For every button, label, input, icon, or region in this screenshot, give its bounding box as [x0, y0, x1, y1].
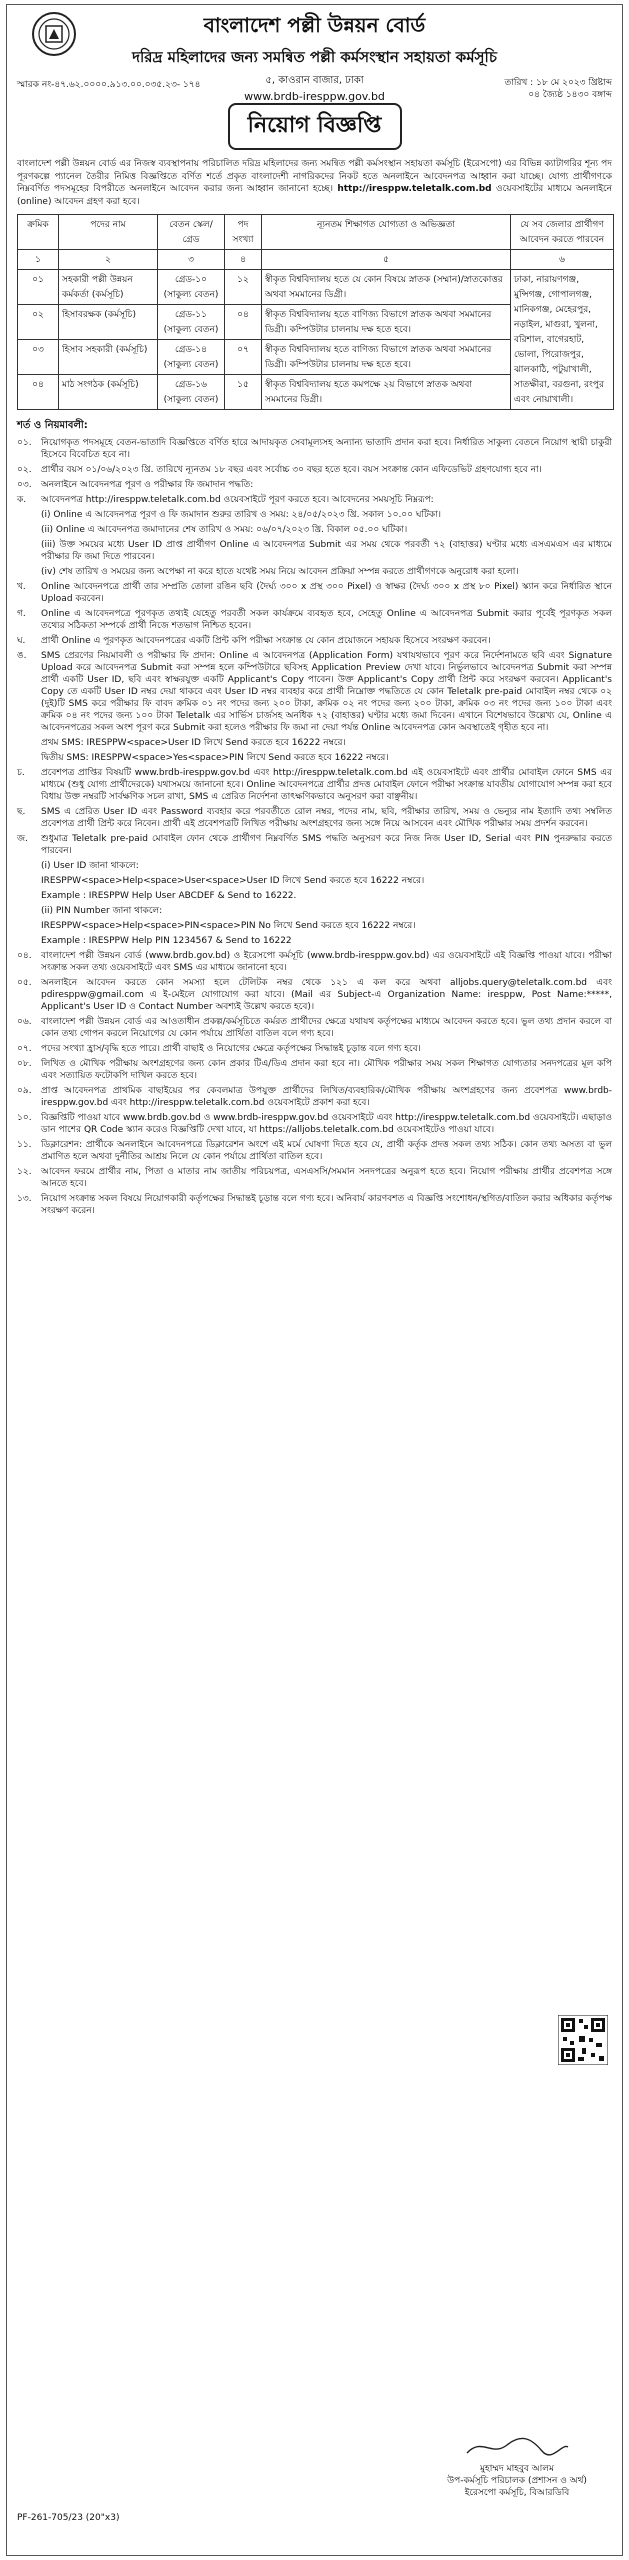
col-header-grade: বেতন স্কেল/গ্রেড — [158, 215, 225, 250]
row-count: ০৪ — [225, 305, 262, 340]
col-header-sl: ক্রমিক — [18, 215, 59, 250]
row-post: মাঠ সংগঠক (কর্মসূচি) — [59, 375, 158, 410]
condition-number: ঘ. — [17, 636, 26, 646]
row-count: ১২ — [225, 270, 262, 305]
row-qualification: স্বীকৃত বিশ্ববিদ্যালয় হতে কমপক্ষে ২য় বিভাগে স্নাতক অথবা সমমানের ডিগ্রী। — [262, 375, 511, 410]
condition-text: (i) User ID জানা থাকলে: — [41, 861, 139, 871]
col-number: ২ — [59, 250, 158, 270]
condition-item — [17, 935, 612, 947]
condition-item — [17, 524, 612, 536]
row-sl: ০৪ — [18, 375, 59, 410]
condition-item — [17, 479, 612, 491]
posts-table — [17, 214, 614, 410]
condition-number: ০৪. — [17, 951, 32, 961]
print-code: PF-261-705/23 (20"x3) — [17, 2513, 120, 2523]
condition-text: বিজ্ঞপ্তিটি পাওয়া যাবে www.brdb.gov.bd ও www.brdb-iresppw.gov.bd ওয়েবসাইটে এবং http://iresppw.teletalk.com.bd ওয়েবসাইটে। এছাড়াও ডান পাশের QR Code স্ক্যান করেও বিজ্ঞপ্তিটি দেখা যাবে, যা https://alljobs.teletalk.com.bd ওয়েবসাইটেও পাওয়া যাবে। — [41, 1113, 612, 1135]
condition-text: বাংলাদেশ পল্লী উন্নয়ন বোর্ড এর আওতাধীন প্রকল্প/কর্মসূচিতে কর্মরত প্রার্থীদের ক্ষেত্রে যথাযথ কর্তৃপক্ষের মাধ্যমে আবেদন করতে হবে। ভুল তথ্য প্রদান করলে বা কোন তথ্য গোপন করলে নিয়োগের যে কোন পর্যায়ে প্রার্থিতা বাতিল বলে গণ্য হবে। — [41, 1017, 612, 1039]
condition-number — [17, 920, 41, 932]
reference-line — [17, 75, 612, 101]
memo-number: স্মারক নং-৪৭.৬২.০০০০.৯১৩.০০.০৩৫.২৩- ১৭৪ — [17, 80, 201, 90]
row-post: সহকারী পল্লী উন্নয়ন কর্মকর্তা (কর্মসূচি) — [59, 270, 158, 305]
condition-number — [17, 860, 41, 872]
condition-item — [17, 950, 612, 974]
condition-number: ১৩. — [17, 1194, 32, 1204]
condition-number: ০৭. — [17, 1044, 32, 1054]
condition-number — [17, 566, 41, 578]
condition-text: Online আবেদনপত্রে প্রার্থী তার সম্প্রতি তোলা রঙিন ছবি (দৈর্ঘ্য ৩০০ x প্রস্থ ৩০০ Pixel) ও স্বাক্ষর (দৈর্ঘ্য ৩০০ x প্রস্থ ৮০ Pixel) স্ক্যান করে নির্ধারিত স্থানে Upload করবেন। — [41, 582, 612, 604]
row-grade: গ্রেড-১৪ (সাকুল্য বেতন) — [158, 340, 225, 375]
condition-item — [17, 737, 612, 749]
apply-link[interactable]: http://iresppw.teletalk.com.bd — [337, 184, 492, 194]
condition-item — [17, 437, 612, 461]
intro-paragraph — [17, 158, 612, 208]
condition-text: দ্বিতীয় SMS: IRESPPW<space>Yes<space>PIN লিখে Send করতে হবে 16222 নম্বরে। — [41, 753, 389, 763]
condition-text: Example : IRESPPW Help User ABCDEF & Send to 16222. — [41, 891, 297, 901]
condition-text: (ii) Online এ আবেদনপত্র জমাদানের শেষ তারিখ ও সময়: ০৬/০৭/২০২৩ খ্রি. বিকাল ০৫.০০ ঘটিকা। — [41, 525, 408, 535]
condition-number: জ. — [17, 834, 28, 844]
condition-number: ০১. — [17, 438, 32, 448]
condition-text: Example : IRESPPW Help PIN 1234567 & Send to 16222 — [41, 936, 292, 946]
col-number: ৫ — [262, 250, 511, 270]
row-count: ১৫ — [225, 375, 262, 410]
condition-text: SMS এ প্রেরিত User ID এবং Password ব্যবহার করে পরবর্তীতে রোল নম্বর, পদের নাম, ছবি, পরীক্ষার তারিখ, সময় ও ভেন্যুর নাম ইত্যাদি তথ্য সম্বলিত প্রবেশপত্র প্রার্থী প্রিন্ট করে নিবেন। প্রার্থী এই প্রবেশপত্রটি লিখিত পরীক্ষায় অংশগ্রহণের জন্য সঙ্গে নিয়ে আসবেন এবং মৌখিক পরীক্ষার সময় প্রদর্শন করবেন। — [41, 807, 612, 829]
col-number: ১ — [18, 250, 59, 270]
col-header-count: পদ সংখ্যা — [225, 215, 262, 250]
col-header-qualification: ন্যূনতম শিক্ষাগত যোগ্যতা ও অভিজ্ঞতা — [262, 215, 511, 250]
condition-number — [17, 539, 41, 563]
signatory-office: ইরেসপো কর্মসূচি, বিআরডিবি — [464, 2488, 570, 2498]
date-label: তারিখ : — [504, 78, 534, 88]
notice-title: নিয়োগ বিজ্ঞপ্তি — [228, 103, 402, 150]
condition-item — [17, 806, 612, 830]
condition-number — [17, 752, 41, 764]
row-sl: ০১ — [18, 270, 59, 305]
condition-item — [17, 650, 612, 734]
condition-number: ১২. — [17, 1167, 32, 1177]
condition-text: নিয়োগ সংক্রান্ত সকল বিষয়ে নিয়োগকারী কর্তৃপক্ষের সিদ্ধান্তই চূড়ান্ত বলে গণ্য হবে। অনিবার্য কারণবশত এ বিজ্ঞপ্তি সংশোধন/স্থগিত/বাতিল করার অধিকার কর্তৃপক্ষ সংরক্ষণ করেন। — [41, 1194, 612, 1216]
signatory-designation: উপ-কর্মসূচি পরিচালক (প্রশাসন ও অর্থ) — [447, 2476, 587, 2486]
condition-number: ০৩. — [17, 480, 32, 490]
condition-number — [17, 935, 41, 947]
condition-item — [17, 905, 612, 917]
condition-number — [17, 905, 41, 917]
condition-number: ১১. — [17, 1140, 32, 1150]
condition-number — [17, 737, 41, 749]
condition-text: IRESPPW<space>Help<space>User<space>User ID লিখে Send করতে হবে 16222 নম্বরে। — [41, 876, 425, 886]
condition-text: অনলাইনে আবেদন করতে কোন সমস্যা হলে টেলিটক নম্বর থেকে ১২১ এ কল করে অথবা alljobs.query@teletalk.com.bd এবং pdiresppw@gmail.com এ ই-মেইলে যোগাযোগ করা যাবে। (Mail এর Subject-এ Organization Name: iresppw, Post Name:*****, Applicant's User ID ও Contact Number অবশ্যই উল্লেখ করতে হবে)। — [41, 978, 612, 1012]
condition-text: (iv) শেষ তারিখ ও সময়ের জন্য অপেক্ষা না করে হাতে যথেষ্ট সময় নিয়ে আবেদন প্রক্রিয়া সম্পন্ন করতে প্রার্থীগণকে অনুরোধ করা হলো। — [41, 567, 519, 577]
condition-item — [17, 1166, 612, 1190]
condition-number: ঙ. — [17, 651, 27, 661]
condition-item — [17, 1016, 612, 1040]
condition-item — [17, 1112, 612, 1136]
condition-number — [17, 509, 41, 521]
condition-text: আবেদনপত্র http://iresppw.teletalk.com.bd ওয়েবসাইটে পূরণ করতে হবে। আবেদনের সময়সূচি নিম্নরূপ: — [41, 495, 434, 505]
condition-text: প্রবেশপত্র প্রাপ্তির বিষয়টি www.brdb-iresppw.gov.bd এবং http://iresppw.teletalk.com.bd এই ওয়েবসাইটে এবং প্রার্থীর মোবাইল ফোনে SMS এর মাধ্যমে (শুধু যোগ্য প্রার্থীদেরকে) যথাসময়ে জানানো হবে। Online আবেদনপত্রে প্রার্থীর প্রদত্ত মোবাইল ফোনে পরীক্ষা সংক্রান্ত যাবতীয় যোগাযোগ সম্পন্ন করা হবে বিধায় উক্ত নম্বরটি সার্বক্ষণিক সচল রাখা, SMS এ প্রেরিত নির্দেশনা তাৎক্ষণিকভাবে অনুসরণ করা বাঞ্ছনীয়। — [41, 768, 612, 802]
condition-item — [17, 977, 612, 1013]
condition-item — [17, 566, 612, 578]
condition-text: ডিক্লারেশন: প্রার্থীকে অনলাইনে আবেদনপত্রে ডিক্লারেশন অংশে এই মর্মে ঘোষণা দিতে হবে যে, প্রার্থী কর্তৃক প্রদত্ত সকল তথ্য সঠিক। কোন তথ্য অসত্য বা ভুল প্রমাণিত হলে অথবা দুর্নীতির আশ্রয় নিলে যে কোন পর্যায়ে প্রার্থিতা বাতিল হবে। — [41, 1140, 612, 1162]
condition-item — [17, 1193, 612, 1217]
condition-text: (iii) উক্ত সময়ের মধ্যে User ID প্রাপ্ত প্রার্থীগণ Online এ আবেদনপত্র Submit এর সময় থেকে পরবর্তী ৭২ (বাহাত্তর) ঘণ্টার মধ্যে এসএমএস এর মাধ্যমে পরীক্ষার ফি জমা দিতে পারবেন। — [41, 540, 612, 562]
condition-text: (i) Online এ আবেদনপত্র পূরণ ও ফি জমাদান শুরুর তারিখ ও সময়: ২৪/০৫/২০২৩ খ্রি. সকাল ১০.০০ ঘটিকা। — [41, 510, 442, 520]
org-address: ৫, কাওরান বাজার, ঢাকা — [265, 75, 364, 86]
condition-number: ০৫. — [17, 978, 32, 988]
condition-text: SMS প্রেরণের নিয়মাবলী ও পরীক্ষার ফি প্রদান: Online এ আবেদনপত্র (Application Form) যথাযথভাবে পূরণ করে নির্দেশনামতে ছবি এবং Signature Upload করে আবেদনপত্র Submit করা সম্পন্ন হলে কম্পিউটারে ছবিসহ Application Preview দেখা যাবে। নির্ভুলভাবে আবেদনপত্র Submit করা সম্পন্ন প্রার্থী একটি User ID, ছবি এবং স্বাক্ষরযুক্ত একটি Applicant's Copy পাবেন। উক্ত Applicant's Copy প্রার্থী প্রিন্ট করে সংরক্ষণ করবেন। Applicant's Copy তে একটি User ID নম্বর দেয়া থাকবে এবং User ID নম্বর ব্যবহার করে প্রার্থী নিম্নোক্ত পদ্ধতিতে যে কোন Teletalk pre-paid মোবাইল নম্বর থেকে ০২ (দুই)টি SMS করে পরীক্ষার ফি বাবদ ক্রমিক ০১ নং পদের জন্য ২০০ টাকা, ক্রমিক ০২ নং পদের জন্য ২০০ টাকা, ক্রমিক ০৩ নং পদের জন্য ১০০ টাকা এবং ক্রমিক ০৪ নং পদের জন্য ১০০ টাকা Teletalk এর সার্ভিস চার্জসহ অনধিক ৭২ (বাহাত্তর) ঘণ্টার মধ্যে জমা দিবেন। এখানে বিশেষভাবে উল্লেখ্য যে, Online এ আবেদনপত্রের সকল অংশ পূরণ করে Submit করা হলেও পরীক্ষার ফি জমা না দেয়া পর্যন্ত Online আবেদনপত্র কোন অবস্থাতেই গৃহীত হবে না। — [41, 651, 612, 733]
brdb-logo — [31, 11, 77, 57]
condition-text: লিখিত ও মৌখিক পরীক্ষায় অংশগ্রহণের জন্য কোন প্রকার টিএ/ডিএ প্রদান করা হবে না। মৌখিক পরীক্ষার সময় সকল শিক্ষাগত যোগ্যতার সনদপত্রের মূল কপি এবং সত্যায়িত ফটোকপি দাখিল করতে হবে। — [41, 1059, 612, 1081]
row-qualification: স্বীকৃত বিশ্ববিদ্যালয় হতে বাণিজ্য বিভাগে স্নাতক অথবা সমমানের ডিগ্রী। কম্পিউটার চালনায় দক্ষ হতে হবে। — [262, 340, 511, 375]
qr-code-icon[interactable] — [558, 2015, 608, 2065]
condition-number: ১০. — [17, 1113, 32, 1123]
condition-number — [17, 524, 41, 536]
condition-item — [17, 494, 612, 506]
condition-number: ক. — [17, 495, 27, 505]
condition-item — [17, 581, 612, 605]
col-header-districts: যে সব জেলার প্রার্থীগণ আবেদন করতে পারবেন — [511, 215, 614, 250]
eligible-districts: ঢাকা, নারায়ণগঞ্জ, মুন্সিগঞ্জ, গোপালগঞ্জ, মানিকগঞ্জ, মেহেরপুর, নড়াইল, মাগুরা, খুলনা, বরিশাল, বাগেরহাট, ভোলা, পিরোজপুর, ঝালকাঠি, পটুয়াখালী, সাতক্ষীরা, বরগুনা, রংপুর এবং নোয়াখালী। — [511, 270, 614, 410]
table-header-row — [18, 215, 614, 250]
condition-text: Online এ আবেদনপত্রে পূরণকৃত তথ্যই যেহেতু পরবর্তী সকল কার্যক্রমে ব্যবহৃত হবে, সেহেতু Online এ আবেদনপত্র Submit করার পূর্বেই পূরণকৃত সকল তথ্যের সঠিকতা সম্পর্কে প্রার্থী নিজে শতভাগ নিশ্চিত হবেন। — [41, 609, 612, 631]
row-count: ০৭ — [225, 340, 262, 375]
condition-text: প্রাপ্ত আবেদনপত্র প্রাথমিক বাছাইয়ের পর কেবলমাত্র উপযুক্ত প্রার্থীদের লিখিত/ব্যবহারিক/মৌখিক পরীক্ষায় অংশগ্রহণের জন্য প্রবেশপত্র www.brdb-iresppw.gov.bd এবং http://iresppw.teletalk.com.bd ওয়েবসাইটে প্রকাশ করা হবে। — [41, 1086, 612, 1108]
conditions-title: শর্ত ও নিয়মাবলী: — [17, 420, 88, 431]
condition-number: গ. — [17, 609, 26, 619]
signature-scribble — [462, 2435, 572, 2459]
notice-page — [6, 4, 623, 2556]
condition-number: ০৯. — [17, 1086, 32, 1096]
intro-text: বাংলাদেশ পল্লী উন্নয়ন বোর্ড এর নিজস্ব ব্যবস্থাপনায় পরিচালিত দরিদ্র মহিলাদের জন্য সমন্বিত পল্লী কর্মসংস্থান সহায়তা কর্মসূচি (ইরেসপো) এর বিভিন্ন ক্যাটাগরির শূন্য পদ পূরণকল্পে প্যানেল তৈরীর নিমিত্ত বিজ্ঞপ্তিতে বর্ণিত শর্তে প্রকৃত বাংলাদেশী নাগরিকদের নিকট হতে অনলাইনে আবেদনপত্র আহ্বান করা যাচ্ছে। যোগ্য প্রার্থীগণকে নিম্নবর্ণিত পদসমূহের বিপরীতে অনলাইনে আবেদন করার জন্য আহ্বান জানানো হচ্ছে। — [17, 159, 612, 194]
condition-number: চ. — [17, 768, 25, 778]
row-post: হিসাব সহকারী (কর্মসূচি) — [59, 340, 158, 375]
condition-text: নিয়োগকৃত পদসমূহে বেতন-ভাতাদি বিজ্ঞপ্তিতে বর্ণিত হারে আদায়কৃত সেবামূল্যসহ অন্যান্য ভাতাদি প্রদান করা হবে। নির্ধারিত সাকুল্য বেতনে নিয়োগ স্থায়ী চাকুরী হিসেবে বিবেচিত হবে না। — [41, 438, 612, 460]
condition-item — [17, 752, 612, 764]
condition-item — [17, 635, 612, 647]
condition-item — [17, 608, 612, 632]
row-qualification: স্বীকৃত বিশ্ববিদ্যালয় হতে বাণিজ্য বিভাগে স্নাতক অথবা সমমানের ডিগ্রী। কম্পিউটার চালনায় দক্ষ হতে হবে। — [262, 305, 511, 340]
column-number-row — [18, 250, 614, 270]
condition-item — [17, 860, 612, 872]
condition-item — [17, 890, 612, 902]
col-header-post: পদের নাম — [59, 215, 158, 250]
condition-item — [17, 1043, 612, 1055]
condition-item — [17, 875, 612, 887]
date-gregorian: ১৮ মে ২০২৩ খ্রিষ্টাব্দ — [536, 78, 612, 88]
condition-text: অনলাইনে আবেদনপত্র পূরণ ও পরীক্ষার ফি জমাদান পদ্ধতি: — [41, 480, 254, 490]
condition-text: বাংলাদেশ পল্লী উন্নয়ন বোর্ড (www.brdb.gov.bd) ও ইরেসপো কর্মসূচি (www.brdb-iresppw.gov.bd) এর ওয়েবসাইটে এই বিজ্ঞপ্তি পাওয়া যাবে। পরীক্ষা সংক্রান্ত সকল তথ্য ওয়েবসাইটে এবং SMS এর মাধ্যমে জানানো হবে। — [41, 951, 612, 973]
condition-item — [17, 833, 612, 857]
condition-number — [17, 890, 41, 902]
row-post: হিসাবরক্ষক (কর্মসূচি) — [59, 305, 158, 340]
condition-text: আবেদন ফরমে প্রার্থীর নাম, পিতা ও মাতার নাম জাতীয় পরিচয়পত্র, এসএসসি/সমমান সনদপত্রের অনুরূপ হতে হবে। নিয়োগ পরীক্ষায় প্রার্থীর প্রবেশপত্র সঙ্গে আনতে হবে। — [41, 1167, 612, 1189]
date-block — [505, 77, 613, 101]
org-website[interactable]: www.brdb-iresppw.gov.bd — [244, 90, 385, 103]
row-sl: ০৩ — [18, 340, 59, 375]
condition-item — [17, 1085, 612, 1109]
date-bangla: ০৪ জ্যৈষ্ঠ ১৪৩০ বঙ্গাব্দ — [528, 90, 612, 100]
row-grade: গ্রেড-১১ (সাকুল্য বেতন) — [158, 305, 225, 340]
conditions-list — [17, 437, 612, 1217]
condition-text: IRESPPW<space>Help<space>PIN<space>PIN No লিখে Send করতে হবে 16222 নম্বরে। — [41, 921, 416, 931]
condition-number: ০৮. — [17, 1059, 32, 1069]
col-number: ৩ — [158, 250, 225, 270]
org-title: বাংলাদেশ পল্লী উন্নয়ন বোর্ড — [203, 13, 426, 37]
condition-item — [17, 464, 612, 476]
condition-item — [17, 509, 612, 521]
program-title: দরিদ্র মহিলাদের জন্য সমন্বিত পল্লী কর্মসংস্থান সহায়তা কর্মসূচি — [132, 48, 497, 66]
condition-number: খ. — [17, 582, 26, 592]
col-number: ৪ — [225, 250, 262, 270]
row-grade: গ্রেড-১০ (সাকুল্য বেতন) — [158, 270, 225, 305]
row-sl: ০২ — [18, 305, 59, 340]
condition-number: ছ. — [17, 807, 26, 817]
signatory-name: মুহাম্মদ মাহবুব আলম — [479, 2464, 555, 2474]
condition-item — [17, 920, 612, 932]
condition-text: (ii) PIN Number জানা থাকলে: — [41, 906, 163, 916]
condition-number — [17, 875, 41, 887]
table-row — [18, 270, 614, 305]
condition-text: প্রার্থী Online এ পূরণকৃত আবেদনপত্রের একটি প্রিন্ট কপি পরীক্ষা সংক্রান্ত যে কোন প্রয়োজনে সহায়ক হিসেবে সংরক্ষণ করবেন। — [41, 636, 491, 646]
condition-number: ০৬. — [17, 1017, 32, 1027]
condition-text: প্রার্থীর বয়স ০১/০৬/২০২৩ খ্রি. তারিখে ন্যূনতম ১৮ বছর এবং সর্বোচ্চ ৩০ বছর হতে হবে। বয়স সংক্রান্ত কোন এফিডেভিট গ্রহণযোগ্য হবে না। — [41, 465, 542, 475]
row-qualification: স্বীকৃত বিশ্ববিদ্যালয় হতে যে কোন বিষয়ে স্নাতক (সম্মান)/স্নাতকোত্তর অথবা সমমানের ডিগ্রী। — [262, 270, 511, 305]
condition-text: শুধুমাত্র Teletalk pre-paid মোবাইল ফোন থেকে প্রার্থীগণ নিম্নবর্ণিত SMS পদ্ধতি অনুসরণ করে নিজ নিজ User ID, Serial এবং PIN পুনরুদ্ধার করতে পারবেন। — [41, 834, 612, 856]
condition-text: প্রথম SMS: IRESPPW<space>User ID লিখে Send করতে হবে 16222 নম্বরে। — [41, 738, 346, 748]
condition-text: পদের সংখ্যা হ্রাস/বৃদ্ধি হতে পারে। প্রার্থী বাছাই ও নিয়োগের ক্ষেত্রে কর্তৃপক্ষের সিদ্ধান্তই চূড়ান্ত বলে গণ্য হবে। — [41, 1044, 421, 1054]
condition-item — [17, 1139, 612, 1163]
col-number: ৬ — [511, 250, 614, 270]
condition-item — [17, 539, 612, 563]
condition-item — [17, 1058, 612, 1082]
row-grade: গ্রেড-১৬ (সাকুল্য বেতন) — [158, 375, 225, 410]
condition-item — [17, 767, 612, 803]
intro-tail: ওয়েবসাইটের মাধ্যমে অনলাইনে (online) আবেদন গ্রহণ করা হবে। — [17, 184, 612, 207]
condition-number: ০২. — [17, 465, 32, 475]
signature-block — [432, 2435, 602, 2499]
